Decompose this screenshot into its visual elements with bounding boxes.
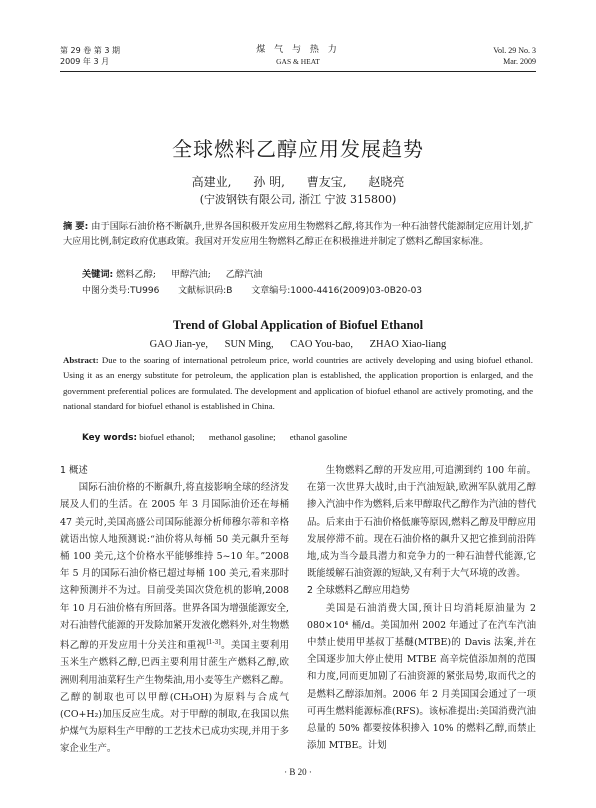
paper-title-en: Trend of Global Application of Biofuel Ethanol — [172, 318, 424, 332]
journal-name-en: GAS & HEAT — [276, 57, 320, 66]
body-paragraph: 生物燃料乙醇的开发应用,可追溯到约 100 年前。在第一次世界大战时,由于汽油短缺,欧洲军队就用乙醇掺入汽油中作为燃料,后来甲醇取代乙醇作为汽油的替代品。后来由于石油价格低廉等原因,燃料乙醇及甲醇应用发展停滞不前。现在石油价格的飙升又把它推到前沿阵地,成为当今最具潜力和竞争力的一种石油替代能源,它既能缓解石油资源的短缺,又有利于大气环境的改善。 — [307, 465, 536, 580]
body-column-right — [307, 462, 536, 754]
body-paragraph — [60, 479, 289, 757]
section-heading: 2 全球燃料乙醇应用趋势 — [307, 585, 410, 597]
abstract-en-label: Abstract: — [63, 355, 99, 365]
article-number: 文章编号:1000-4416(2009)03-0B20-03 — [251, 286, 423, 296]
keyword-cn: 甲醇汽油; — [170, 269, 211, 280]
affiliation-cn: (宁波钢铁有限公司, 浙江 宁波 315800) — [199, 193, 397, 206]
author-en: ZHAO Xiao-liang — [369, 339, 447, 350]
clc-number: 中图分类号:TU996 — [82, 286, 160, 296]
author-en: CAO You-bao, — [290, 339, 353, 350]
classification-line — [82, 283, 438, 296]
body-column-left — [60, 462, 289, 758]
abstract-cn-label: 摘 要: — [63, 221, 89, 232]
issue-date-en: Mar. 2009 — [503, 57, 536, 66]
keywords-en — [82, 432, 359, 443]
abstract-en-text: Due to the soaring of international petroleum price, world countries are actively developing and using biofuel ethanol. Using it as an energy substitute for petroleum, the application plan is established, the application proportion is enlarged, and the government preferential polices are formulated. The development and application of biofuel ethanol are actively promoting, and the national standard for biofuel ethanol is established in China. — [63, 355, 533, 411]
volume-issue-en: Vol. 29 No. 3 — [493, 46, 536, 55]
author-cn: 孙 明, — [253, 175, 285, 189]
author-en: GAO Jian-ye, — [149, 339, 208, 350]
author-en: SUN Ming, — [224, 339, 274, 350]
keywords-en-label: Key words: — [82, 433, 137, 443]
keywords-cn-label: 关键词: — [82, 269, 114, 280]
issue-date: 2009 年 3 月 — [60, 57, 110, 66]
keyword-en: biofuel ethanol; — [139, 432, 195, 442]
abstract-cn — [63, 220, 533, 249]
author-list-en — [0, 339, 596, 350]
header-rule — [60, 71, 536, 72]
keywords-cn — [82, 266, 274, 280]
section-heading: 1 概述 — [60, 465, 88, 476]
author-cn: 曹友宝, — [306, 175, 347, 189]
paragraph-text: 。美国主要利用玉米生产燃料乙醇,巴西主要利用甘蔗生产燃料乙醇,欧洲则利用油菜籽生产生物柴油,用小麦等生产燃料乙醇。乙醇的制取也可以甲醇(CH₃OH)为原料与合成气(CO+H₂)加压反应生成。对于甲醇的制取,在我国以焦炉煤气为原料生产甲醇的工艺技术已成功实现,并用于多家企业生产。 — [60, 640, 289, 755]
running-header-right — [493, 45, 536, 67]
abstract-en — [63, 353, 533, 414]
paper-title-cn: 全球燃料乙醇应用发展趋势 — [172, 137, 424, 161]
journal-name-cn: 煤 气 与 热 力 — [256, 45, 340, 55]
keyword-cn: 燃料乙醇; — [116, 269, 157, 280]
keyword-cn: 乙醇汽油 — [225, 269, 263, 280]
paragraph-text: 国际石油价格的不断飙升,将直接影响全球的经济发展及人们的生活。在 2005 年 3 月国际油价还在每桶 47 美元时,美国高盛公司国际能源分析师穆尔蒂和辛格就语出惊人地预测说:“油价将从每桶 50 美元飙升至每桶 100 美元,这个价格水平能够维持 5~10 年。”2008 年 5 月的国际石油价格已超过每桶 100 美元,看来那时这种预测并不为过。目前受美国次贷危机的影响,2008 年 10 月石油价格有所回落。世界各国为增强能源安全,对石油替代能源的开发除加紧开发液化燃料外,对生物燃料乙醇的开发应用十分关注和重视 — [60, 482, 289, 652]
document-code: 文献标识码:B — [178, 286, 233, 296]
body-paragraph: 美国是石油消费大国,预计日均消耗原油量为 2 080×10⁴ 桶/d。美国加州 2002 年通过了在汽车汽油中禁止使用甲基叔丁基醚(MTBE)的 Davis 法案,并在全国逐步加大停止使用 MTBE 高辛烷值添加剂的范围和力度,同而更加剧了石油资源的紧张局势,取而代之的是燃料乙醇添加剂。2006 年 2 月美国国会通过了一项可再生燃料能源标准(RFS)。该标准提出:美国消费汽油总量的 50% 都要按体积掺入 10% 的燃料乙醇,而禁止添加 MTBE。计划 — [307, 602, 536, 752]
volume-issue: 第 29 卷 第 3 期 — [60, 46, 120, 55]
keyword-en: ethanol gasoline — [289, 432, 348, 442]
keyword-en: methanol gasoline; — [208, 432, 276, 442]
author-cn: 赵晓亮 — [368, 175, 405, 189]
abstract-cn-text: 由于国际石油价格不断飙升,世界各国积极开发应用生物燃料乙醇,将其作为一种石油替代能源制定应用计划,扩大应用比例,制定政府优惠政策。我国对开发应用生物燃料乙醇正在积极推进并制定了燃料乙醇国家标准。 — [63, 221, 534, 247]
citation-ref: [1-3] — [206, 639, 221, 647]
author-cn: 高建业, — [191, 175, 232, 189]
author-list-cn — [0, 173, 596, 190]
page-number: · B 20 · — [284, 767, 312, 777]
